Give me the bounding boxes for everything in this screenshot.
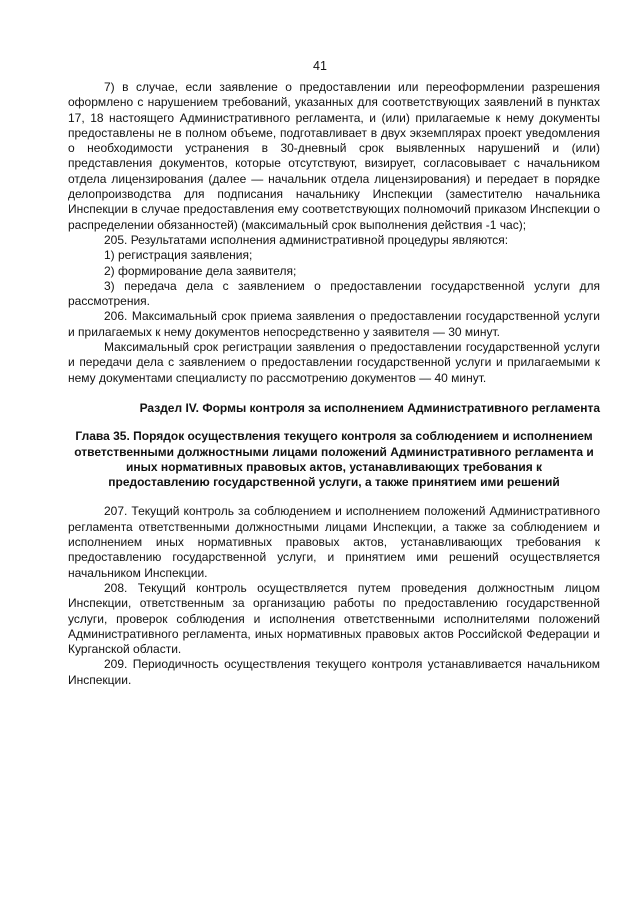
paragraph-205: 205. Результатами исполнения административной процедуры являются: [104, 232, 509, 247]
paragraph-item-7: 7) в случае, если заявление о предоставлении или переоформлении разрешения оформлено с нарушением требований, указанных для соответствующих заявлений в пунктах 17, 18 настоящего Административного регламента, и (или) прилагаемые к нему документы предоставлены не в полном объеме, подготавливает в двух экземплярах проект уведомления о необходимости устранения в 30-дневный срок выявленных нарушений и (или) представления документов, которые отсутствуют, визирует, согласовывает с начальником отдела лицензирования (далее — начальник отдела лицензирования) и передает в порядке делопроизводства для подписания начальнику Инспекции (заместителю начальника Инспекции в случае предоставления ему соответствующих полномочий приказом Инспекции о распределении обязанностей) (максимальный срок выполнения действия -1 час); [68, 80, 600, 232]
paragraph-206: 206. Максимальный срок приема заявления о предоставлении государственной услуги и прилагаемых к нему документов непосредственно у заявителя — 30 минут. [68, 309, 600, 339]
paragraph-207: 207. Текущий контроль за соблюдением и исполнением положений Административного регламента ответственными должностными лицами Инспекции, а также за соблюдением и исполнением иных нормативных правовых актов, устанавливающих требования к предоставлению государственной услуги, и принятием ими решений осуществляется начальником Инспекции. [68, 504, 600, 580]
list-item-3: 3) передача дела с заявлением о предоставлении государственной услуги для рассмотрения. [68, 278, 600, 309]
list-item-1: 1) регистрация заявления; [104, 248, 253, 263]
paragraph-208: 208. Текущий контроль осуществляется путем проведения должностным лицом Инспекции, ответственным за организацию работы по предоставлению государственной услуги, проверок соблюдения и исполнения ответственными исполнителями положений Административного регламента, иных нормативных правовых актов Российской Федерации и Курганской области. [68, 580, 600, 657]
paragraph-209: 209. Периодичность осуществления текущего контроля устанавливается начальником Инспекции. [68, 657, 600, 687]
document-body [68, 80, 600, 688]
chapter-title: Глава 35. Порядок осуществления текущего контроля за соблюдением и исполнением ответственными должностными лицами положений Административного регламента и иных нормативных правовых актов, устанавливающих требования к предоставлению государственной услуги, а также принятием ими решений [74, 429, 594, 490]
section-title: Раздел IV. Формы контроля за исполнением Административного регламента [139, 400, 600, 415]
paragraph-max-registration: Максимальный срок регистрации заявления о предоставлении государственной услуги и передачи дела с заявлением о предоставлении государственной услуги и прилагаемыми к нему документами специалисту по рассмотрению документов — 40 минут. [68, 340, 600, 385]
list-item-2: 2) формирование дела заявителя; [104, 263, 297, 278]
page-number: 41 [313, 59, 327, 73]
